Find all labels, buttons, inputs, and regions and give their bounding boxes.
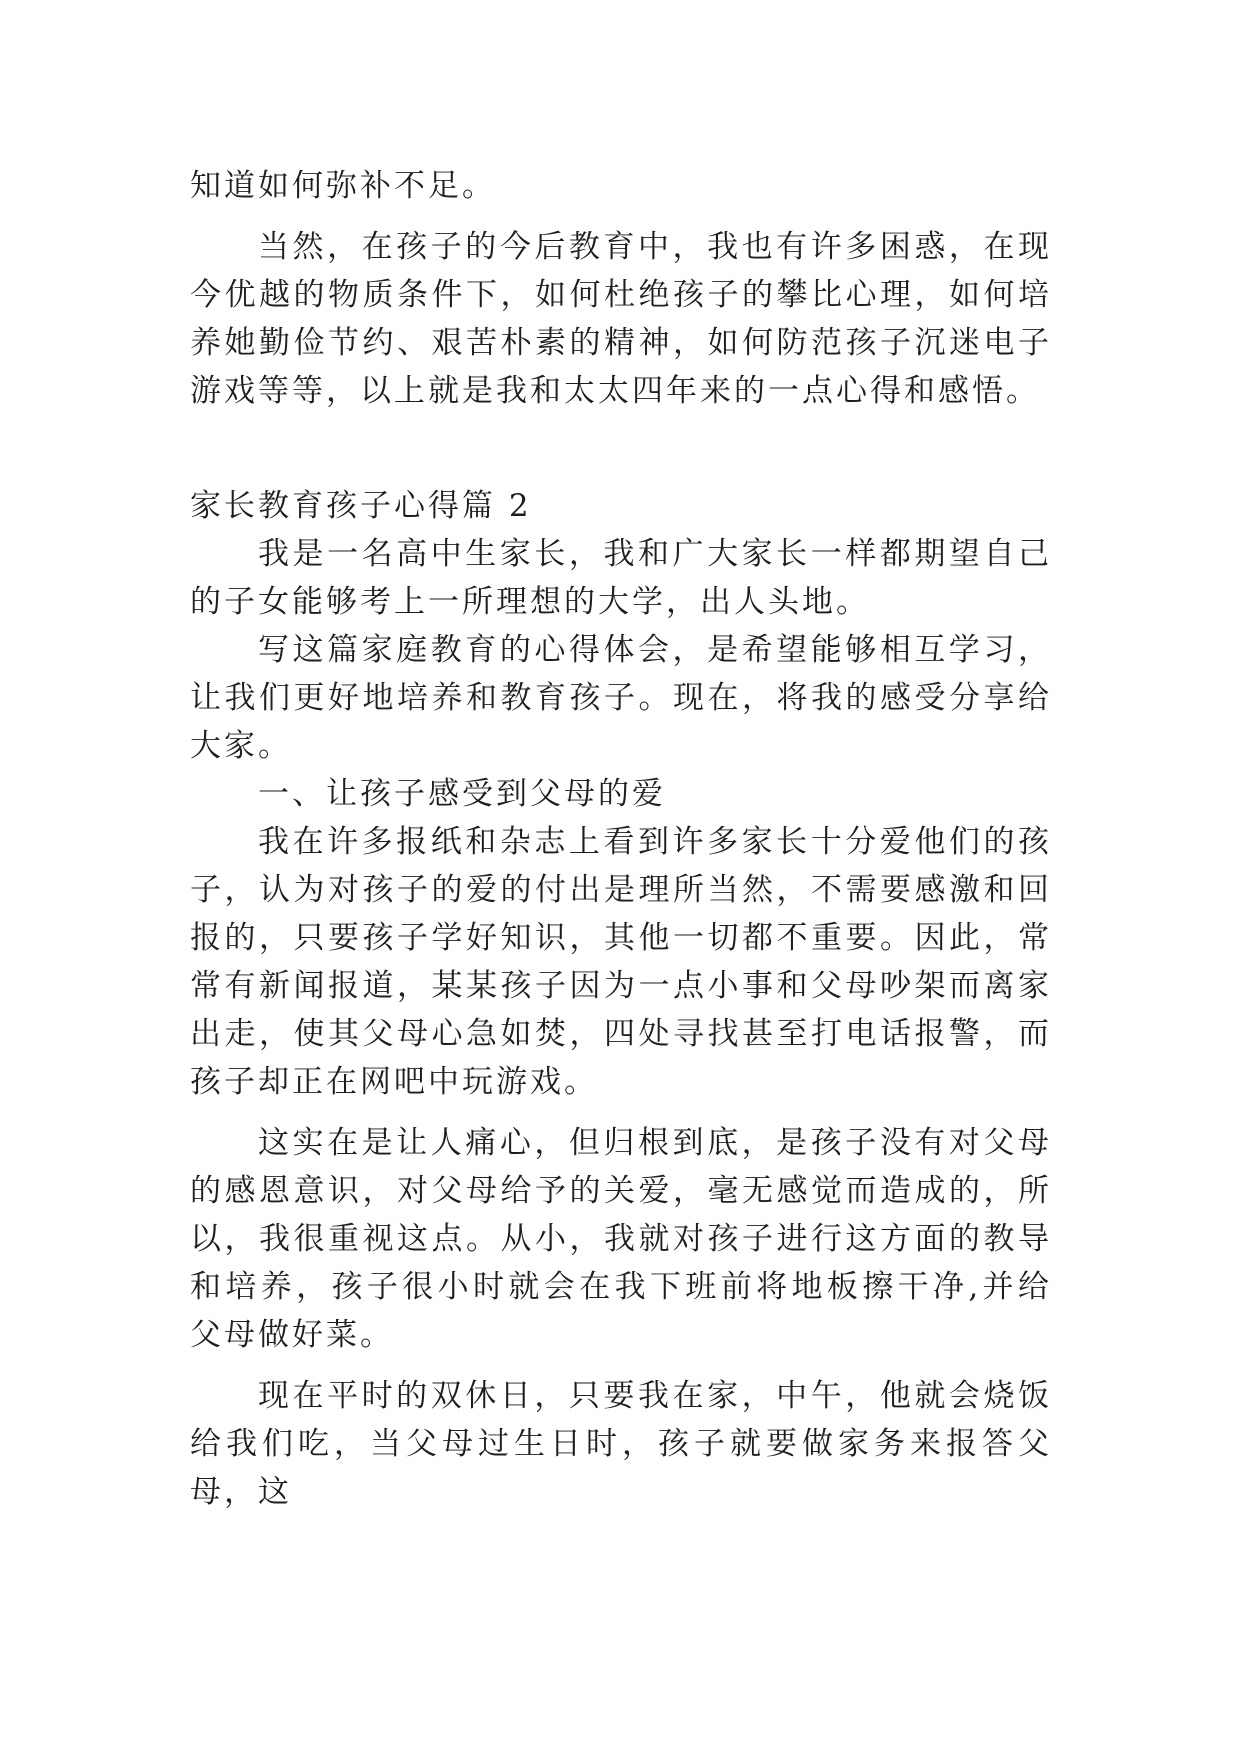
paragraph-gratitude: 这实在是让人痛心，但归根到底，是孩子没有对父母的感恩意识，对父母给予的关爱，毫无感觉而造成的，所以，我很重视这点。从小，我就对孩子进行这方面的教导和培养，孩子很小时就会在我下班前将地板擦干净,并给父母做好菜。	[190, 1125, 1052, 1353]
paragraph-weekend-cooking: 现在平时的双休日，只要我在家，中午，他就会烧饭给我们吃，当父母过生日时，孩子就要做家务来报答父母，这	[190, 1378, 1052, 1510]
subheading-feel-parents-love: 一、让孩子感受到父母的爱	[258, 776, 666, 812]
section-title: 家长教育孩子心得篇 2	[190, 488, 532, 524]
paragraph-high-school-parent: 我是一名高中生家长，我和广大家长一样都期望自己的子女能够考上一所理想的大学，出人头地。	[190, 536, 1052, 620]
lead-fragment: 知道如何弥补不足。	[190, 168, 496, 204]
paragraph-news-reports: 我在许多报纸和杂志上看到许多家长十分爱他们的孩子，认为对孩子的爱的付出是理所当然，不需要感激和回报的，只要孩子学好知识，其他一切都不重要。因此，常常有新闻报道，某某孩子因为一点小事和父母吵架而离家出走，使其父母心急如焚，四处寻找甚至打电话报警，而孩子却正在网吧中玩游戏。	[190, 824, 1052, 1100]
document-body	[190, 162, 1052, 1516]
paragraph-material-conditions: 当然，在孩子的今后教育中，我也有许多困惑，在现今优越的物质条件下，如何杜绝孩子的攀比心理，如何培养她勤俭节约、艰苦朴素的精神，如何防范孩子沉迷电子游戏等等，以上就是我和太太四年来的一点心得和感悟。	[190, 229, 1052, 409]
paragraph-purpose: 写这篇家庭教育的心得体会，是希望能够相互学习，让我们更好地培养和教育孩子。现在，将我的感受分享给大家。	[190, 632, 1052, 764]
